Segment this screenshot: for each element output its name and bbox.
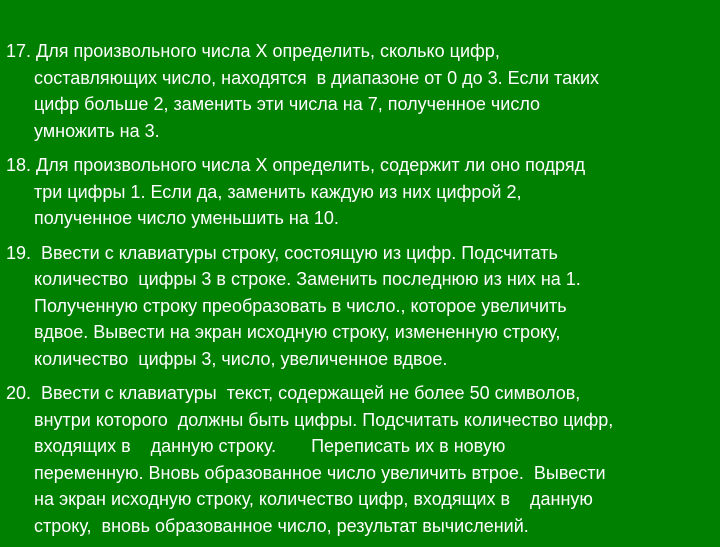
task-line: количество цифры 3, число, увеличенное вдвое.: [34, 348, 448, 369]
task-19: [6, 240, 718, 373]
task-line: Полученную строку преобразовать в число., которое увеличить: [34, 295, 567, 316]
task-20: [6, 380, 718, 539]
task-line: цифр больше 2, заменить эти числа на 7, полученное число: [34, 94, 541, 114]
task-line: 19. Ввести с клавиатуры строку, состоящую из цифр. Подсчитать: [6, 242, 558, 263]
task-17: [6, 38, 718, 144]
task-line: полученное число уменьшить на 10.: [34, 208, 339, 228]
task-line: переменную. Вновь образованное число увеличить втрое. Вывести: [34, 462, 606, 483]
task-line: входящих в данную строку. Переписать их в новую: [34, 436, 506, 456]
task-line: вдвое. Вывести на экран исходную строку, измененную строку,: [34, 322, 561, 342]
task-list: [6, 38, 718, 547]
task-line: 18. Для произвольного числа X определить, содержит ли оно подряд: [6, 155, 586, 175]
task-line: три цифры 1. Если да, заменить каждую из них цифрой 2,: [34, 181, 522, 202]
task-line: количество цифры 3 в строке. Заменить последнюю из них на 1.: [34, 269, 581, 289]
task-line: 17. Для произвольного числа X определить, сколько цифр,: [6, 41, 500, 61]
task-line: 20. Ввести с клавиатуры текст, содержащей не более 50 символов,: [6, 383, 581, 403]
task-line: внутри которого должны быть цифры. Подсчитать количество цифр,: [34, 409, 614, 430]
task-line: на экран исходную строку, количество цифр, входящих в данную: [34, 489, 593, 509]
task-line: составляющих число, находятся в диапазоне от 0 до 3. Если таких: [34, 67, 600, 88]
task-line: строку, вновь образованное число, результат вычислений.: [34, 515, 529, 536]
task-18: [6, 152, 718, 232]
task-line: умножить на 3.: [34, 120, 160, 141]
